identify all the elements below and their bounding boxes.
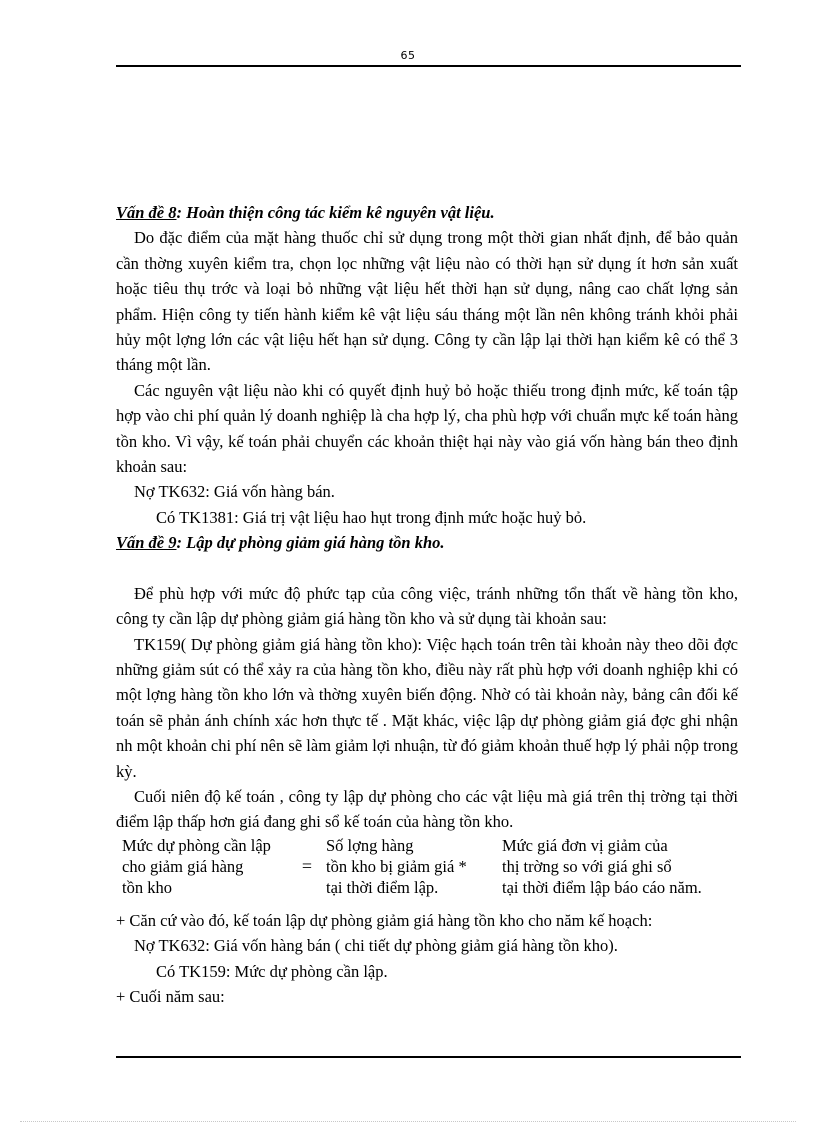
provision-formula (116, 835, 738, 898)
formula-middle (326, 835, 502, 898)
page-edge (20, 1121, 796, 1122)
paragraph: Để phù hợp với mức độ phức tạp của công việc, tránh những tổn thất về hàng tồn kho, công ty cần lập dự phòng giảm giá hàng tồn kho và sử dụng tài khoản sau: (116, 583, 738, 629)
paragraph: Cuối niên độ kế toán , công ty lập dự phòng cho các vật liệu mà giá trên thị trờng tại thời điểm lập thấp hơn giá đang ghi sổ kế toán của hàng tồn kho. (116, 786, 738, 832)
spacer (116, 556, 738, 581)
header-rule (116, 65, 741, 67)
document-body (116, 200, 738, 1009)
formula-right (502, 835, 738, 898)
credit-entry: Có TK159: Mức dự phòng cần lập. (156, 961, 388, 981)
formula-left (116, 835, 288, 898)
debit-entry: Nợ TK632: Giá vốn hàng bán ( chi tiết dự phòng giảm giá hàng tồn kho). (134, 936, 618, 956)
debit-entry: Nợ TK632: Giá vốn hàng bán. (134, 482, 335, 502)
page-number: 65 (400, 49, 416, 62)
formula-text: cho giảm giá hàng (122, 856, 244, 876)
next-year-note: + Cuối năm sau: (116, 986, 225, 1006)
formula-text: Mức dự phòng cần lập (122, 835, 271, 855)
paragraph: TK159( Dự phòng giảm giá hàng tồn kho): Việc hạch toán trên tài khoản này theo dõi đợc những giảm sút có thể xảy ra của hàng tồn kho, điều này rất phù hợp với doanh nghiệp khi có một lợng hàng tồn kho lớn và thờng xuyên biến động. Nhờ có tài khoản này, bảng cân đối kế toán sẽ phản ánh chính xác hơn thực tế . Mặt khác, việc lập dự phòng giảm giá đợc ghi nhận nh một khoản chi phí nên sẽ làm giảm lợi nhuận, từ đó giảm khoản thuế hợp lý phải nộp trong kỳ. (116, 634, 738, 781)
formula-text: thị trờng so với giá ghi sổ (502, 856, 672, 876)
heading-title: : Hoàn thiện công tác kiểm kê nguyên vật liệu. (176, 203, 495, 222)
equals-sign: = (301, 855, 313, 876)
heading-title: : Lập dự phòng giảm giá hàng tồn kho. (176, 533, 445, 553)
formula-text: tại thời điểm lập báo cáo năm. (502, 877, 702, 897)
heading-label: Vấn đề 8 (116, 203, 177, 222)
credit-entry: Có TK1381: Giá trị vật liệu hao hụt trong định mức hoặc huỷ bỏ. (156, 507, 587, 527)
formula-text: Số lợng hàng (326, 835, 414, 855)
footer-rule (116, 1056, 741, 1058)
formula-text: tại thời điểm lập. (326, 877, 439, 897)
formula-text: tồn kho (122, 877, 172, 897)
formula-text: tồn kho bị giảm giá * (326, 856, 467, 876)
closing-intro: + Căn cứ vào đó, kế toán lập dự phòng giảm giá hàng tồn kho cho năm kế hoạch: (116, 910, 653, 930)
paragraph: Do đặc điểm của mặt hàng thuốc chỉ sử dụng trong một thời gian nhất định, để bảo quản cần thờng xuyên kiểm tra, chọn lọc những vật liệu nào có thời hạn sử dụng ít hơn sản xuất hoặc tiêu thụ trớc và loại bỏ những vật liệu hết thời hạn sử dụng, nâng cao chất lợng sản phẩm. Hiện công ty tiến hành kiểm kê vật liệu sáu tháng một lần nên không tránh khỏi phải hủy một lợng lớn các vật liệu hết hạn sử dụng. Công ty cần lập lại thời hạn kiểm kê có thể 3 tháng một lần. (116, 228, 738, 375)
heading-label: Vấn đề 9 (116, 533, 177, 553)
paragraph: Các nguyên vật liệu nào khi có quyết định huỷ bỏ hoặc thiếu trong định mức, kế toán tập hợp vào chi phí quản lý doanh nghiệp là cha hợp lý, cha phù hợp với chuẩn mực kế toán hàng tồn kho. Vì vậy, kế toán phải chuyển các khoản thiệt hại này vào giá vốn hàng bán theo định khoản sau: (116, 380, 738, 477)
section-heading (116, 530, 738, 555)
formula-text: Mức giá đơn vị giảm của (502, 835, 668, 855)
section-heading (116, 200, 738, 225)
